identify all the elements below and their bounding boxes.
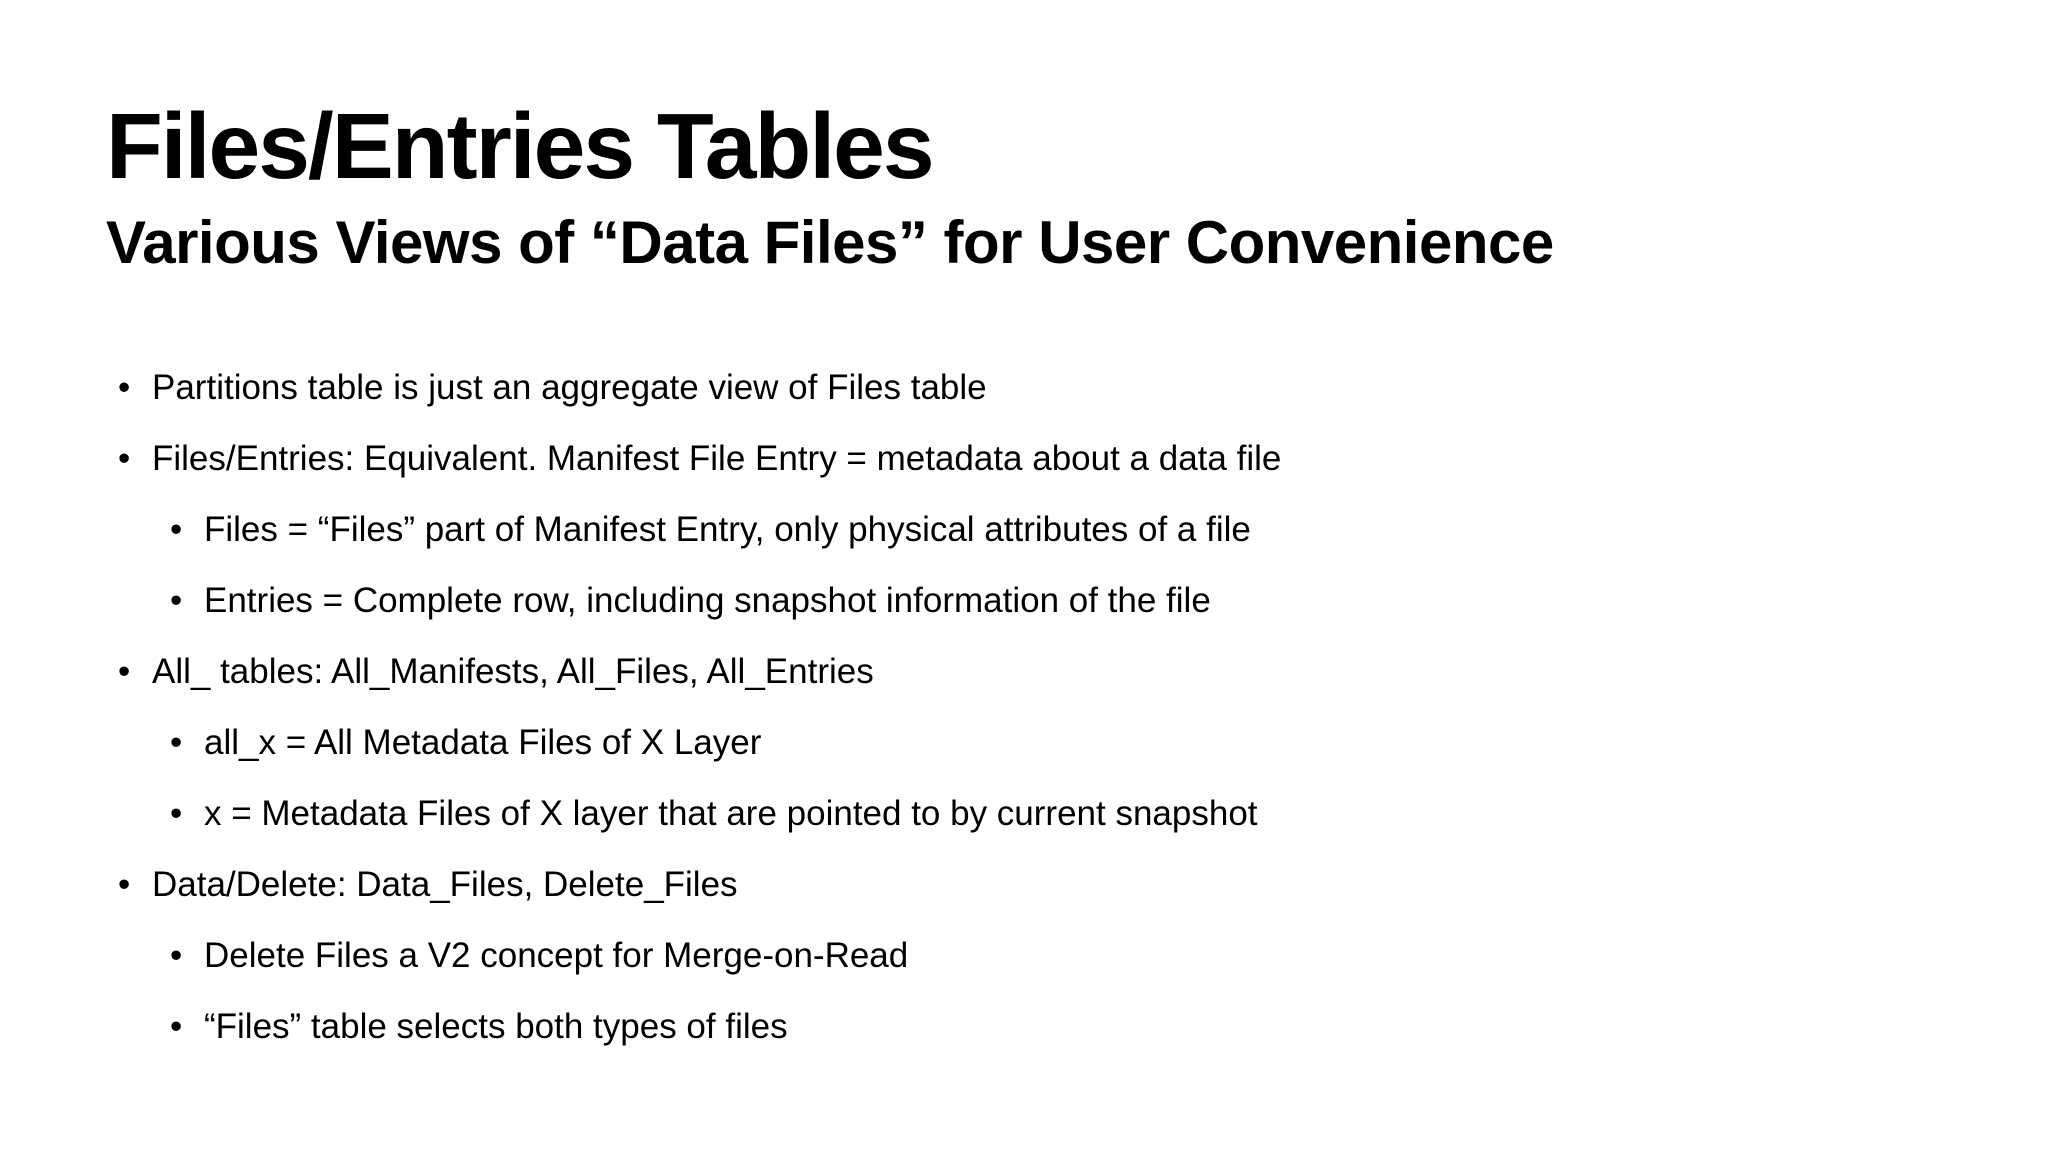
bullet-dot-icon: •: [170, 581, 183, 620]
bullet-item: [118, 652, 874, 691]
bullet-text: Files = “Files” part of Manifest Entry, only physical attributes of a file: [204, 510, 1251, 549]
bullet-text: x = Metadata Files of X layer that are pointed to by current snapshot: [204, 794, 1258, 833]
bullet-item: [118, 439, 1282, 478]
slide-title: Files/Entries Tables: [106, 94, 933, 198]
bullet-dot-icon: •: [118, 368, 131, 407]
slide-subtitle: Various Views of “Data Files” for User Convenience: [106, 209, 1554, 276]
sub-bullet-item: [170, 723, 762, 762]
bullet-text: Delete Files a V2 concept for Merge-on-Read: [204, 936, 909, 975]
bullet-text: all_x = All Metadata Files of X Layer: [204, 723, 762, 762]
bullet-item: [118, 865, 738, 904]
bullet-dot-icon: •: [118, 865, 131, 904]
bullet-dot-icon: •: [170, 723, 183, 762]
bullet-dot-icon: •: [118, 439, 131, 478]
sub-bullet-item: [170, 1007, 788, 1046]
sub-bullet-item: [170, 794, 1258, 833]
bullet-text: Entries = Complete row, including snapshot information of the file: [204, 581, 1211, 620]
bullet-text: Files/Entries: Equivalent. Manifest File Entry = metadata about a data file: [152, 439, 1282, 478]
bullet-text: Partitions table is just an aggregate view of Files table: [152, 368, 987, 407]
sub-bullet-item: [170, 510, 1251, 549]
bullet-dot-icon: •: [118, 652, 131, 691]
bullet-dot-icon: •: [170, 1007, 183, 1046]
sub-bullet-item: [170, 581, 1211, 620]
bullet-dot-icon: •: [170, 510, 183, 549]
bullet-dot-icon: •: [170, 794, 183, 833]
bullet-text: Data/Delete: Data_Files, Delete_Files: [152, 865, 738, 904]
bullet-dot-icon: •: [170, 936, 183, 975]
bullet-text: All_ tables: All_Manifests, All_Files, All_Entries: [152, 652, 874, 691]
sub-bullet-item: [170, 936, 909, 975]
bullet-item: [118, 368, 987, 407]
bullet-text: “Files” table selects both types of files: [204, 1007, 788, 1046]
